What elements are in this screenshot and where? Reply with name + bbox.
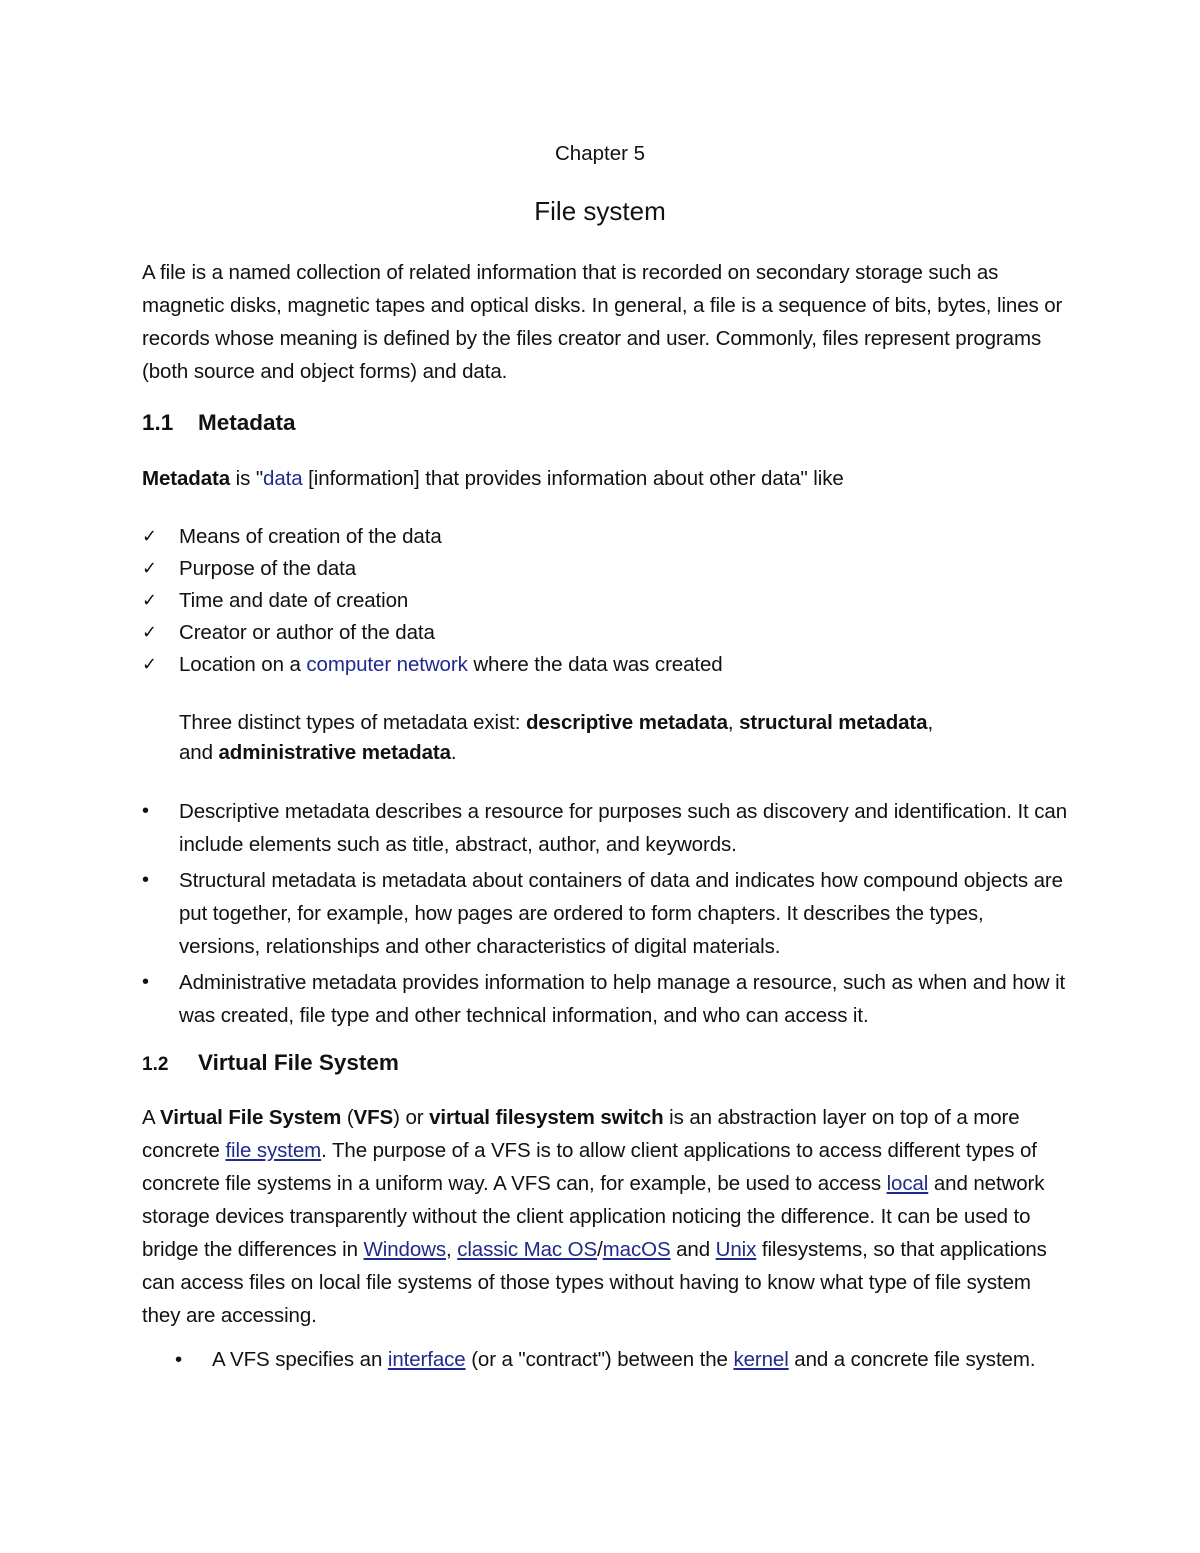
section-title: Virtual File System [198, 1050, 399, 1075]
types-sep: , [927, 711, 934, 734]
checkmark-icon: ✓ [142, 590, 157, 610]
text-run: filesystems, so that applications can access files on local file systems of those types without having to know what type of file system they are accessing. [142, 1238, 1047, 1327]
windows-link[interactable]: Windows [363, 1238, 446, 1261]
text-run: ( [341, 1106, 354, 1129]
section-title: Metadata [198, 410, 296, 435]
types-end: . [450, 741, 457, 764]
bullet-text: Administrative metadata provides information to help manage a resource, such as when and how it was created, file type and other technical information, and who can access it. [179, 971, 1066, 1027]
text-run: and [670, 1238, 716, 1261]
type-administrative: administrative metadata [218, 741, 451, 764]
text-run: and a concrete file system. [788, 1348, 1036, 1371]
text-run: A VFS specifies an [212, 1348, 388, 1371]
bullet-icon: • [142, 800, 149, 822]
text-run: and network storage devices transparently without the client application noticing the difference. It can be used to bridge the differences in [142, 1172, 1045, 1261]
text-run: ) or [393, 1106, 430, 1129]
kernel-link[interactable]: kernel [733, 1348, 789, 1371]
checkmark-icon: ✓ [142, 654, 157, 674]
page-title: File system [534, 196, 666, 226]
local-link[interactable]: local [886, 1172, 929, 1195]
chapter-label: Chapter 5 [554, 142, 646, 165]
section-heading-metadata [142, 410, 296, 436]
definition-rest: [information] that provides information about other data" like [302, 467, 844, 490]
bullet-icon: • [142, 869, 149, 891]
macos-link[interactable]: macOS [602, 1238, 671, 1261]
term-vfs: VFS [353, 1106, 394, 1129]
computer-network-link[interactable]: computer network [306, 653, 468, 676]
text-run: . The purpose of a VFS is to allow client applications to access different types of concrete file systems in a uniform way. A VFS can, for example, be used to access [142, 1139, 1037, 1195]
check-text-before: Location on a [179, 653, 307, 676]
term-virtual-file-system: Virtual File System [160, 1106, 342, 1129]
data-link[interactable]: data [263, 467, 303, 490]
types-lead: Three distinct types of metadata exist: [179, 711, 526, 734]
bullet-text: Descriptive metadata describes a resource for purposes such as discovery and identification. It can include elements such as title, abstract, author, and keywords. [179, 800, 1067, 856]
interface-link[interactable]: interface [387, 1348, 466, 1371]
unix-link[interactable]: Unix [715, 1238, 757, 1261]
bullet-icon: • [175, 1348, 183, 1371]
text-run: A [142, 1106, 161, 1129]
metadata-term: Metadata [142, 467, 231, 490]
bullet-icon: • [142, 971, 149, 993]
file-system-link[interactable]: file system [225, 1139, 322, 1162]
checkmark-icon: ✓ [142, 622, 157, 642]
section-heading-vfs [142, 1050, 399, 1076]
types-sep: , [727, 711, 740, 734]
check-text-after: where the data was created [467, 653, 723, 676]
text-run: , [446, 1238, 458, 1261]
checkmark-icon: ✓ [142, 558, 157, 578]
bullet-text: Structural metadata is metadata about containers of data and indicates how compound objects are put together, for example, how pages are ordered to form chapters. It describes the types, versions, relationships and other characteristics of digital materials. [179, 869, 1063, 958]
metadata-types-line-1 [179, 706, 1059, 739]
bullet-text [212, 1343, 1062, 1376]
text-run: / [597, 1238, 603, 1261]
intro-paragraph: A file is a named collection of related information that is recorded on secondary storage such as magnetic disks, magnetic tapes and optical disks. In general, a file is a sequence of bits, bytes, lines or records whose meaning is defined by the files creator and user. Commonly, files represent programs (both source and object forms) and data. [142, 261, 1063, 383]
check-item-text: Time and date of creation [179, 589, 409, 612]
term-virtual-filesystem-switch: virtual filesystem switch [429, 1106, 664, 1129]
text-run: (or a "contract") between the [465, 1348, 734, 1371]
type-structural: structural metadata [739, 711, 928, 734]
section-number: 1.2 [142, 1054, 169, 1075]
definition-is: is " [230, 467, 264, 490]
vfs-paragraph [142, 1101, 1072, 1332]
text-run: is an abstraction layer on top of a more concrete [142, 1106, 1020, 1162]
metadata-definition [142, 462, 1072, 495]
checkmark-icon: ✓ [142, 526, 157, 546]
classic-mac-os-link[interactable]: classic Mac OS [457, 1238, 598, 1261]
type-descriptive: descriptive metadata [525, 711, 728, 734]
metadata-types-line-2 [179, 736, 1059, 769]
check-item-text [179, 648, 1069, 681]
check-item-text: Means of creation of the data [179, 525, 442, 548]
check-item-text: Purpose of the data [179, 557, 357, 580]
check-item-text: Creator or author of the data [179, 621, 435, 644]
section-number: 1.1 [142, 410, 174, 435]
types-and: and [179, 741, 219, 764]
